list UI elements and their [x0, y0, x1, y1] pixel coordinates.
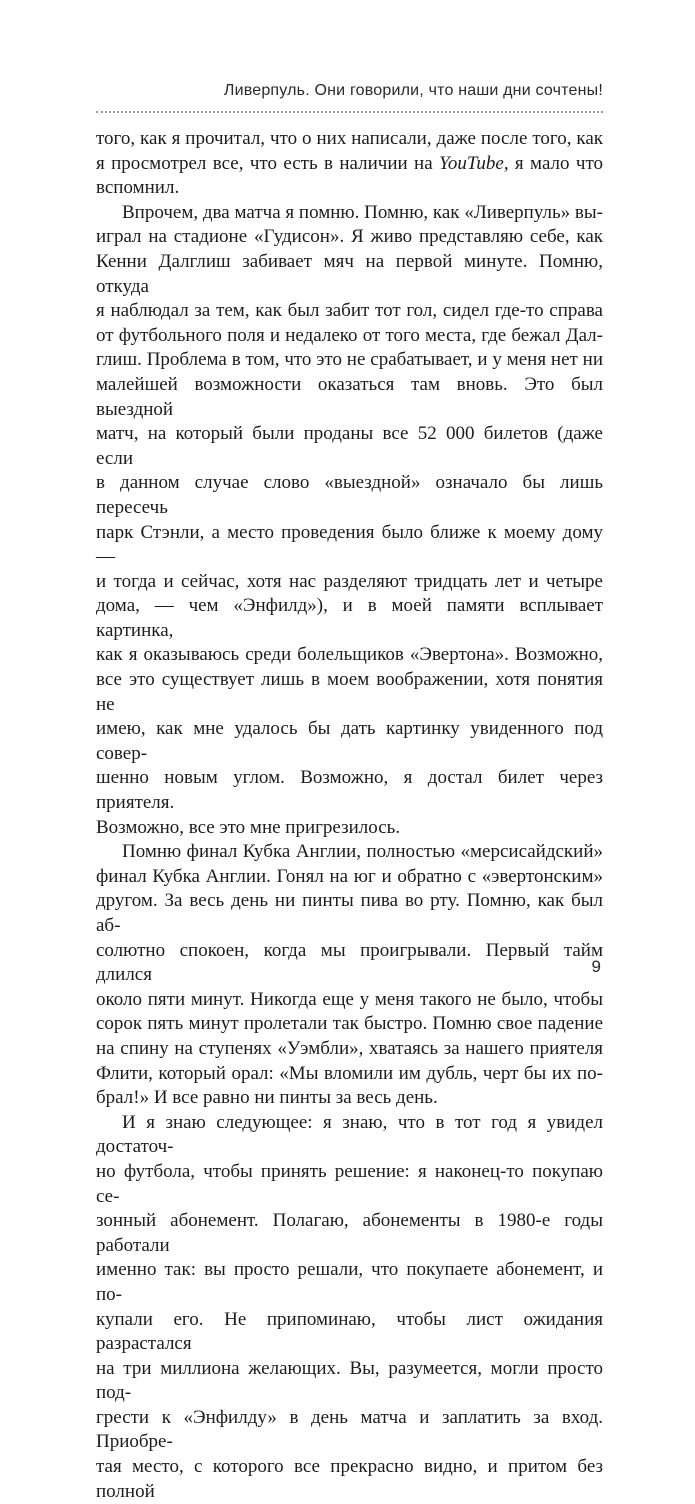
text-segment: около пяти минут. Никогда еще у меня такого не было, чтобы [96, 988, 603, 1010]
text-line [96, 1160, 603, 1209]
text-segment: малейшей возможности оказаться там вновь. Это был выездной [96, 373, 603, 420]
text-line [96, 1406, 603, 1455]
text-line [96, 1308, 603, 1357]
paragraph [96, 201, 603, 840]
text-line [96, 643, 603, 668]
text-line [96, 594, 603, 643]
paragraph [96, 127, 603, 201]
body-text [96, 127, 603, 1504]
text-segment: я наблюдал за тем, как был забит тот гол, сидел где-то справа [96, 300, 603, 322]
header-divider [96, 111, 603, 113]
text-line [96, 127, 603, 152]
text-segment: и тогда и сейчас, хотя нас разделяют тридцать лет и четыре [96, 570, 603, 592]
text-line [96, 766, 603, 815]
paragraph [96, 840, 603, 1111]
text-segment: глиш. Проблема в том, что это не срабатывает, и у меня нет ни [96, 349, 603, 371]
text-segment: того, как я прочитал, что о них написали, даже после того, как [96, 128, 603, 149]
text-segment: как я оказываюсь среди болельщиков «Эвертона». Возможно, [96, 644, 603, 666]
text-line [96, 668, 603, 717]
text-line [96, 250, 603, 299]
text-segment: грести к «Энфилду» в день матча и заплатить за вход. Приобре- [96, 1406, 603, 1453]
text-line [96, 1012, 603, 1037]
text-segment: Возможно, все это мне пригрезилось. [96, 816, 401, 838]
text-segment: , я мало что [503, 152, 604, 174]
text-segment: на спину на ступенях «Уэмбли», хватаясь за нашего приятеля [96, 1037, 603, 1059]
text-line [96, 348, 603, 373]
text-line [96, 939, 603, 988]
text-segment: вспомнил. [96, 177, 180, 199]
text-line [96, 988, 603, 1013]
text-line [96, 299, 603, 324]
text-line [96, 471, 603, 520]
text-segment: Впрочем, два матча я помню. Помню, как «Ливерпуль» вы- [122, 201, 603, 223]
text-segment: Кенни Далглиш забивает мяч на первой минуте. Помню, откуда [96, 250, 603, 297]
text-line [96, 865, 603, 890]
text-segment: на три миллиона желающих. Вы, разумеется, могли просто под- [96, 1357, 603, 1404]
text-segment: парк Стэнли, а место проведения было ближе к моему дому — [96, 521, 603, 568]
text-line [96, 1037, 603, 1062]
text-line [96, 373, 603, 422]
page-number: 9 [591, 957, 601, 976]
text-line [96, 152, 603, 177]
italic-term: YouTube [439, 152, 504, 174]
text-line [96, 889, 603, 938]
text-segment: шенно новым углом. Возможно, я достал билет через приятеля. [96, 767, 603, 814]
text-segment: другом. За весь день ни пинты пива во рту. Помню, как был аб- [96, 890, 603, 936]
text-segment: брал!» И все равно ни пинты за весь день. [96, 1087, 438, 1109]
text-line [96, 201, 603, 226]
text-segment: Флити, который орал: «Мы вломили им дубль, черт бы их по- [96, 1062, 603, 1084]
text-line [96, 1086, 603, 1111]
text-segment: я просмотрел все, что есть в наличии на [96, 152, 440, 174]
text-line [96, 225, 603, 250]
text-segment: имею, как мне удалось бы дать картинку увиденного под совер- [96, 718, 603, 764]
text-segment: тая место, с которого все прекрасно видно, и притом без полной [96, 1456, 603, 1502]
text-segment: финал Кубка Англии. Гонял на юг и обратно с «эвертонским» [96, 865, 603, 887]
text-segment: дома, — чем «Энфилд»), и в моей памяти всплывает картинка, [96, 595, 603, 641]
text-segment: купали его. Не припоминаю, чтобы лист ожидания разрастался [96, 1308, 603, 1355]
text-segment: сорок пять минут пролетали так быстро. Помню свое падение [96, 1013, 603, 1035]
text-segment: матч, на который были проданы все 52 000 билетов (даже если [96, 423, 603, 469]
text-line [96, 422, 603, 471]
text-segment: И я знаю следующее: я знаю, что в тот год я увидел достаточ- [96, 1111, 603, 1158]
text-segment: от футбольного поля и недалеко от того места, где бежал Дал- [96, 324, 603, 346]
text-segment: играл на стадионе «Гудисон». Я живо представляю себе, как [96, 226, 603, 248]
text-line [96, 521, 603, 570]
text-line [96, 816, 603, 841]
text-segment: именно так: вы просто решали, что покупаете абонемент, и по- [96, 1259, 603, 1305]
text-line [96, 570, 603, 595]
running-head: Ливерпуль. Они говорили, что наши дни сочтены! [223, 82, 603, 99]
text-segment: солютно спокоен, когда мы проигрывали. Первый тайм длился [96, 939, 603, 986]
text-segment: все это существует лишь в моем воображении, хотя понятия не [96, 669, 603, 715]
paragraph [96, 1111, 603, 1504]
text-line [96, 1111, 603, 1160]
text-line [96, 1455, 603, 1504]
text-line [96, 717, 603, 766]
text-segment: в данном случае слово «выездной» означало бы лишь пересечь [96, 472, 603, 518]
text-segment: Помню финал Кубка Англии, полностью «мерсисайдский» [122, 841, 603, 863]
text-line [96, 1357, 603, 1406]
text-segment: зонный абонемент. Полагаю, абонементы в 1980-е годы работали [96, 1210, 603, 1256]
text-line [96, 176, 603, 201]
text-line [96, 1209, 603, 1258]
text-segment: но футбола, чтобы принять решение: я наконец-то покупаю се- [96, 1160, 603, 1207]
text-line [96, 324, 603, 349]
text-line [96, 840, 603, 865]
text-line [96, 1258, 603, 1307]
text-line [96, 1062, 603, 1087]
